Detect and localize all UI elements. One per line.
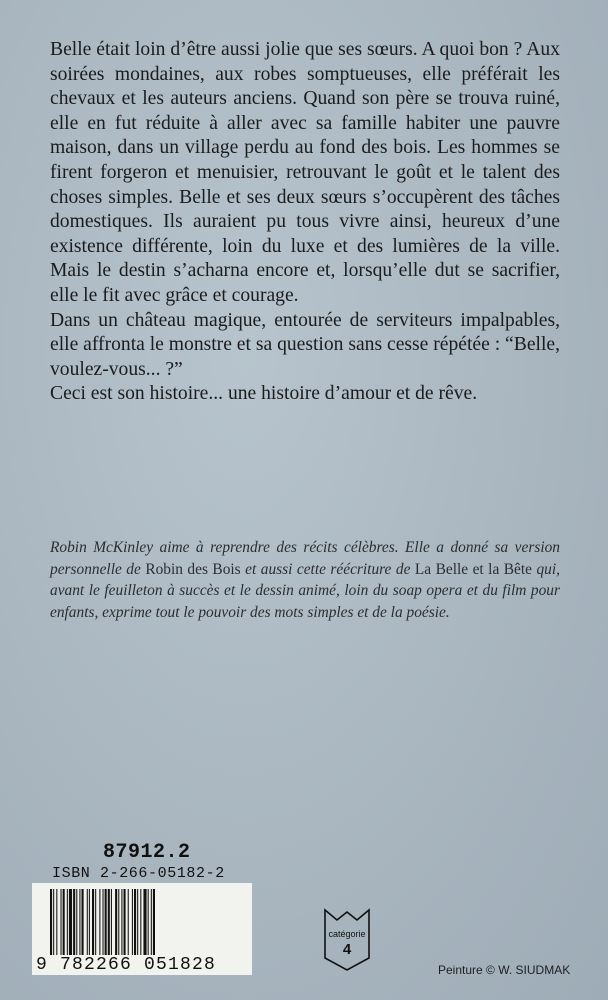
- category-badge-icon: [322, 908, 372, 972]
- category-label: catégorie: [328, 929, 366, 939]
- author-note-title-1: Robin des Bois: [145, 560, 241, 578]
- author-note: [50, 537, 560, 623]
- author-note-part-3: qui, avant le feuilleton à succès et le dessin animé, loin du soap opera et du film pour enfants, exprime tout le pouvoir des mots simples et de la poésie.: [50, 560, 560, 621]
- cover-credit: Peinture © W. SIUDMAK: [438, 963, 571, 977]
- blurb-text: [50, 38, 560, 407]
- barcode-icon: [50, 889, 248, 955]
- catalog-number: 87912.2: [103, 841, 191, 864]
- author-note-title-2: La Belle et la Bête: [414, 560, 532, 578]
- category-number: 4: [342, 941, 352, 958]
- blurb-paragraph-2: Dans un château magique, entourée de serviteurs impalpables, elle affronta le monstre et sa question sans cesse répétée : “Belle, voulez-vous... ?”: [50, 309, 560, 380]
- barcode-digits: 9 782266 051828: [36, 955, 217, 975]
- blurb-paragraph-1: Belle était loin d’être aussi jolie que ses sœurs. A quoi bon ? Aux soirées mondaines, aux robes somptueuses, elle préférait les chevaux et les auteurs anciens. Quand son père se trouva ruiné, elle en fut réduite à aller avec sa famille habiter une pauvre maison, dans un village perdu au fond des bois. Les hommes se firent forgeron et menuisier, retrouvant le goût et le talent des choses simples. Belle et ses deux sœurs s’occupèrent des tâches domestiques. Ils auraient pu tous vivre ainsi, heureux d’une existence différente, loin du luxe et des lumières de la ville. Mais le destin s’acharna encore et, lorsqu’elle dut se sacrifier, elle le fit avec grâce et courage.: [50, 39, 560, 306]
- author-note-part-1: Robin McKinley aime à reprendre des récits célèbres. Elle a donné sa version personnelle de: [50, 539, 560, 578]
- blurb-paragraph-3: Ceci est son histoire... une histoire d’amour et de rêve.: [50, 383, 478, 405]
- author-note-part-2: et aussi cette réécriture de: [240, 560, 415, 578]
- isbn-number: ISBN 2-266-05182-2: [52, 865, 225, 882]
